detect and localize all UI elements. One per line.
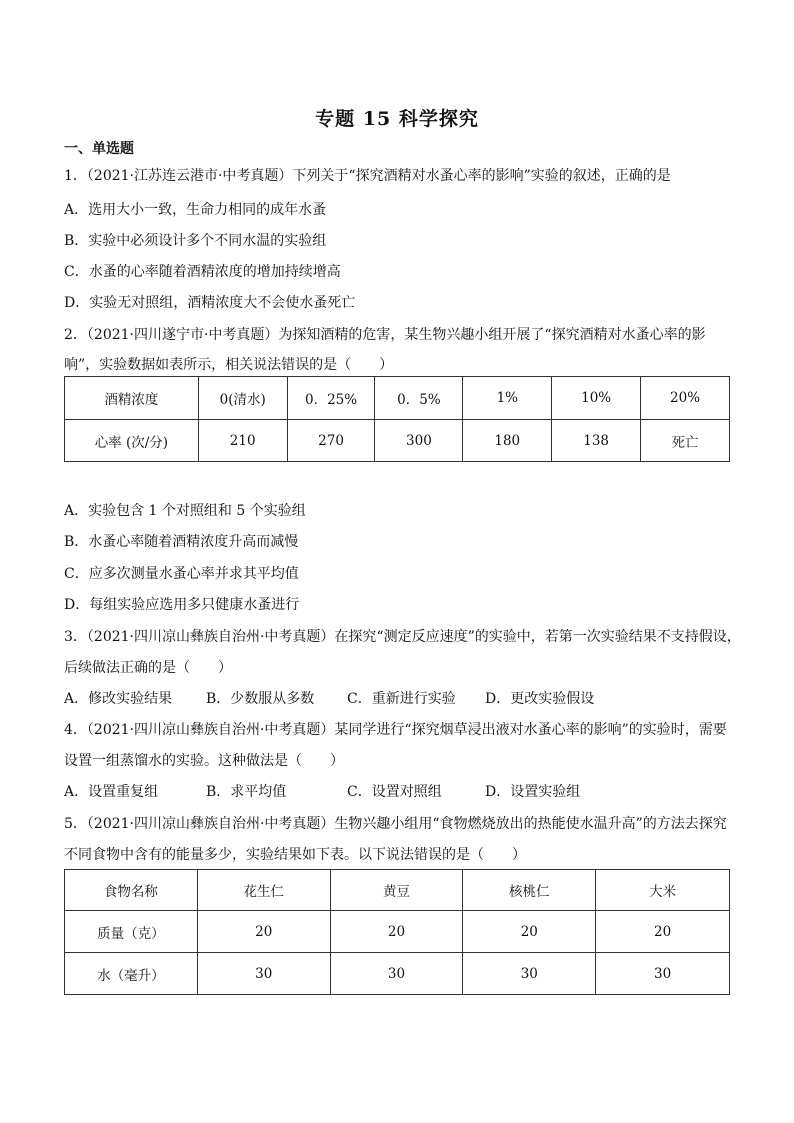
q3-option-c: C．重新进行实验 <box>347 691 456 707</box>
q4-option-c: C．设置对照组 <box>347 784 442 800</box>
q2-stem-line1: 2．（2021·四川遂宁市·中考真题）为探知酒精的危害，某生物兴趣小组开展了“探究酒精对水蚤心率的影 <box>64 327 706 343</box>
table-cell: 270 <box>287 420 375 462</box>
q2-option-c: C．应多次测量水蚤心率并求其平均值 <box>64 566 299 582</box>
table-cell: 20 <box>596 911 730 953</box>
table-cell: 20 <box>330 911 463 953</box>
table-cell: 核桃仁 <box>463 870 596 911</box>
table-cell: 大米 <box>596 870 730 911</box>
q2-option-a: A．实验包含 1 个对照组和 5 个实验组 <box>64 503 306 519</box>
table-cell: 1% <box>463 377 552 420</box>
q3-stem-line1: 3．（2021·四川凉山彝族自治州·中考真题）在探究“测定反应速度”的实验中，若第一次实验结果不支持假设， <box>64 629 741 645</box>
table-cell: 0．5% <box>375 377 463 420</box>
q5-data-table <box>64 869 730 995</box>
table-cell: 水（毫升） <box>65 953 198 995</box>
q2-option-b: B．水蚤心率随着酒精浓度升高而减慢 <box>64 534 299 550</box>
table-cell: 30 <box>330 953 463 995</box>
table-row <box>65 953 730 995</box>
q4-option-b: B．求平均值 <box>206 784 287 800</box>
q4-option-a: A．设置重复组 <box>64 784 159 800</box>
table-cell: 30 <box>197 953 330 995</box>
page-title: 专题 15 科学探究 <box>315 108 479 130</box>
table-cell: 20 <box>463 911 596 953</box>
table-cell: 20% <box>641 377 730 420</box>
table-cell: 花生仁 <box>197 870 330 911</box>
q5-stem-line1: 5．（2021·四川凉山彝族自治州·中考真题）生物兴趣小组用“食物燃烧放出的热能使水温升高”的方法去探究 <box>64 816 727 832</box>
q4-stem-line1: 4．（2021·四川凉山彝族自治州·中考真题）某同学进行“探究烟草浸出液对水蚤心率的影响”的实验时，需要 <box>64 722 727 738</box>
table-cell: 30 <box>463 953 596 995</box>
q3-stem-line2: 后续做法正确的是（ ） <box>64 660 232 676</box>
table-row <box>65 377 730 420</box>
table-cell: 质量（克） <box>65 911 198 953</box>
q4-option-d: D．设置实验组 <box>485 784 581 800</box>
table-cell: 0．25% <box>287 377 375 420</box>
q4-stem-line2: 设置一组蒸馏水的实验。这种做法是（ ） <box>64 753 344 769</box>
table-cell: 20 <box>197 911 330 953</box>
table-cell: 死亡 <box>641 420 730 462</box>
table-cell: 30 <box>596 953 730 995</box>
q2-data-table <box>64 376 730 462</box>
q3-option-b: B．少数服从多数 <box>206 691 315 707</box>
q1-stem: 1．（2021·江苏连云港市·中考真题）下列关于“探究酒精对水蚤心率的影响”实验的叙述，正确的是 <box>64 168 671 184</box>
table-row <box>65 911 730 953</box>
q3-option-d: D．更改实验假设 <box>485 691 595 707</box>
q3-option-a: A．修改实验结果 <box>64 691 173 707</box>
table-cell: 黄豆 <box>330 870 463 911</box>
table-cell: 10% <box>552 377 641 420</box>
table-cell: 酒精浓度 <box>65 377 199 420</box>
q1-option-b: B．实验中必须设计多个不同水温的实验组 <box>64 233 327 249</box>
q2-option-d: D．每组实验应选用多只健康水蚤进行 <box>64 597 300 613</box>
table-cell: 食物名称 <box>65 870 198 911</box>
q1-option-a: A．选用大小一致，生命力相同的成年水蚤 <box>64 202 327 218</box>
table-cell: 138 <box>552 420 641 462</box>
q5-stem-line2: 不同食物中含有的能量多少，实验结果如下表。以下说法错误的是（ ） <box>64 847 526 863</box>
table-cell: 300 <box>375 420 463 462</box>
table-row <box>65 420 730 462</box>
table-cell: 心率 (次/分) <box>65 420 199 462</box>
q1-option-c: C．水蚤的心率随着酒精浓度的增加持续增高 <box>64 264 341 280</box>
table-cell: 210 <box>198 420 287 462</box>
q1-option-d: D．实验无对照组，酒精浓度大不会使水蚤死亡 <box>64 295 356 311</box>
table-cell: 180 <box>463 420 552 462</box>
table-row <box>65 870 730 911</box>
table-cell: 0(清水) <box>198 377 287 420</box>
section-heading: 一、单选题 <box>64 141 134 157</box>
q2-stem-line2: 响”，实验数据如表所示，相关说法错误的是（ ） <box>64 357 394 373</box>
